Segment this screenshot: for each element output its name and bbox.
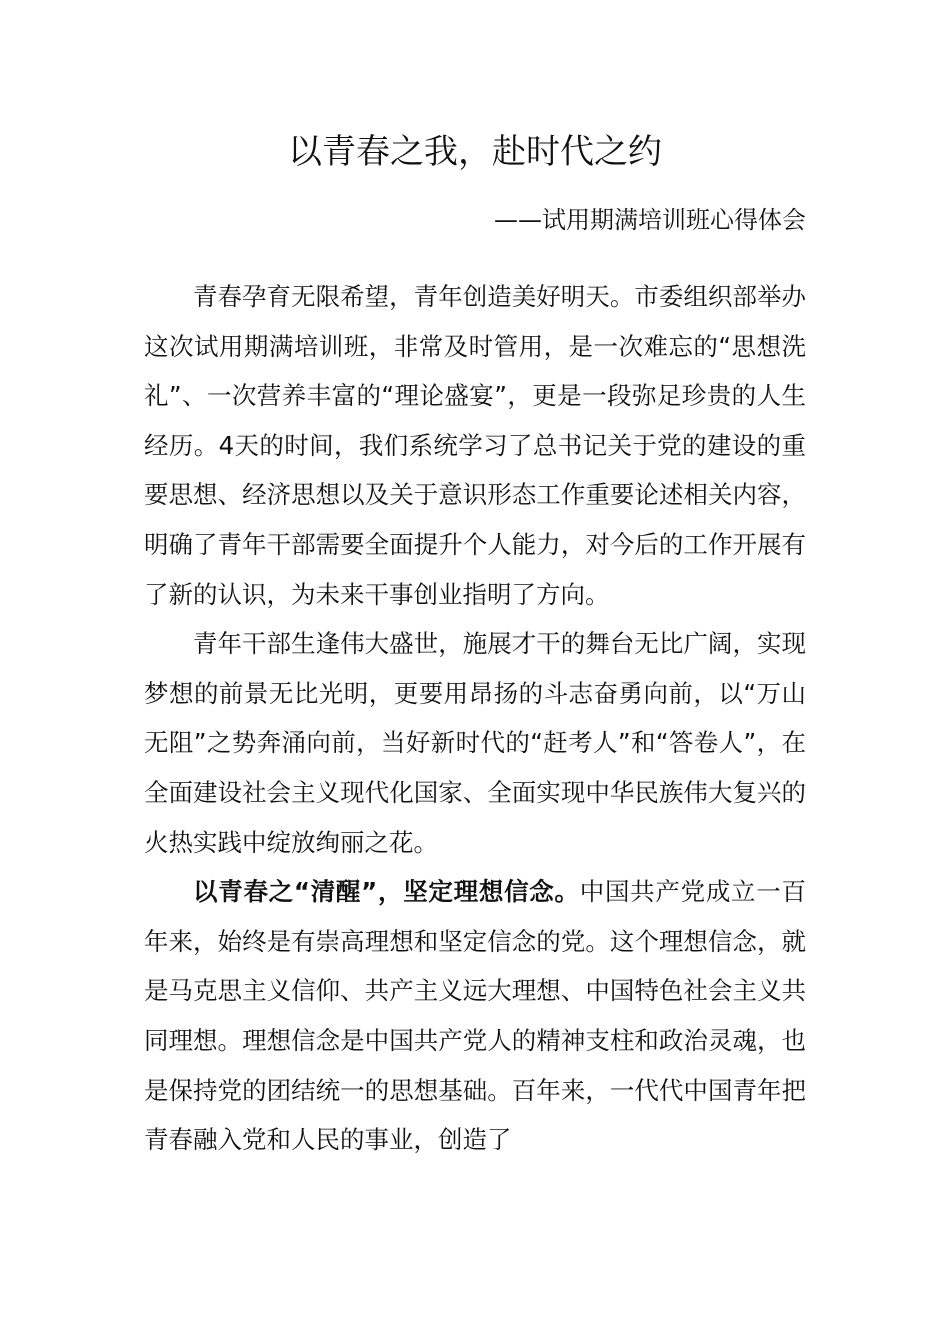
paragraph-2 [144,619,806,867]
paragraph-lead: 以青春之“清醒”，坚定理想信念。 [193,877,580,907]
paragraph-text: 中国共产党成立一百年来，始终是有崇高理想和坚定信念的党。这个理想信念，就是马克思主义信仰、共产主义远大理想、中国特色社会主义共同理想。理想信念是中国共产党人的精神支柱和政治灵魂，也是保持党的团结统一的思想基础。百年来，一代代中国青年把青春融入党和人民的事业，创造了 [144,877,806,1155]
document-body [144,272,806,1165]
document-subtitle: ——试用期满培训班心得体会 [494,206,806,234]
paragraph-text: 青春孕育无限希望，青年创造美好明天。市委组织部举办这次试用期满培训班，非常及时管用，是一次难忘的“思想洗礼”、一次营养丰富的“理论盛宴”，更是一段弥足珍贵的人生经历。4天的时间，我们系统学习了总书记关于党的建设的重要思想、经济思想以及关于意识形态工作重要论述相关内容，明确了青年干部需要全面提升个人能力，对今后的工作开展有了新的认识，为未来干事创业指明了方向。 [144,282,806,609]
paragraph-text: 青年干部生逢伟大盛世，施展才干的舞台无比广阔，实现梦想的前景无比光明，更要用昂扬的斗志奋勇向前，以“万山无阻”之势奔涌向前，当好新时代的“赶考人”和“答卷人”，在全面建设社会主义现代化国家、全面实现中华民族伟大复兴的火热实践中绽放绚丽之花。 [144,629,806,857]
document-title: 以青春之我，赴时代之约 [288,132,662,172]
paragraph-3 [144,867,806,1165]
paragraph-1 [144,272,806,619]
